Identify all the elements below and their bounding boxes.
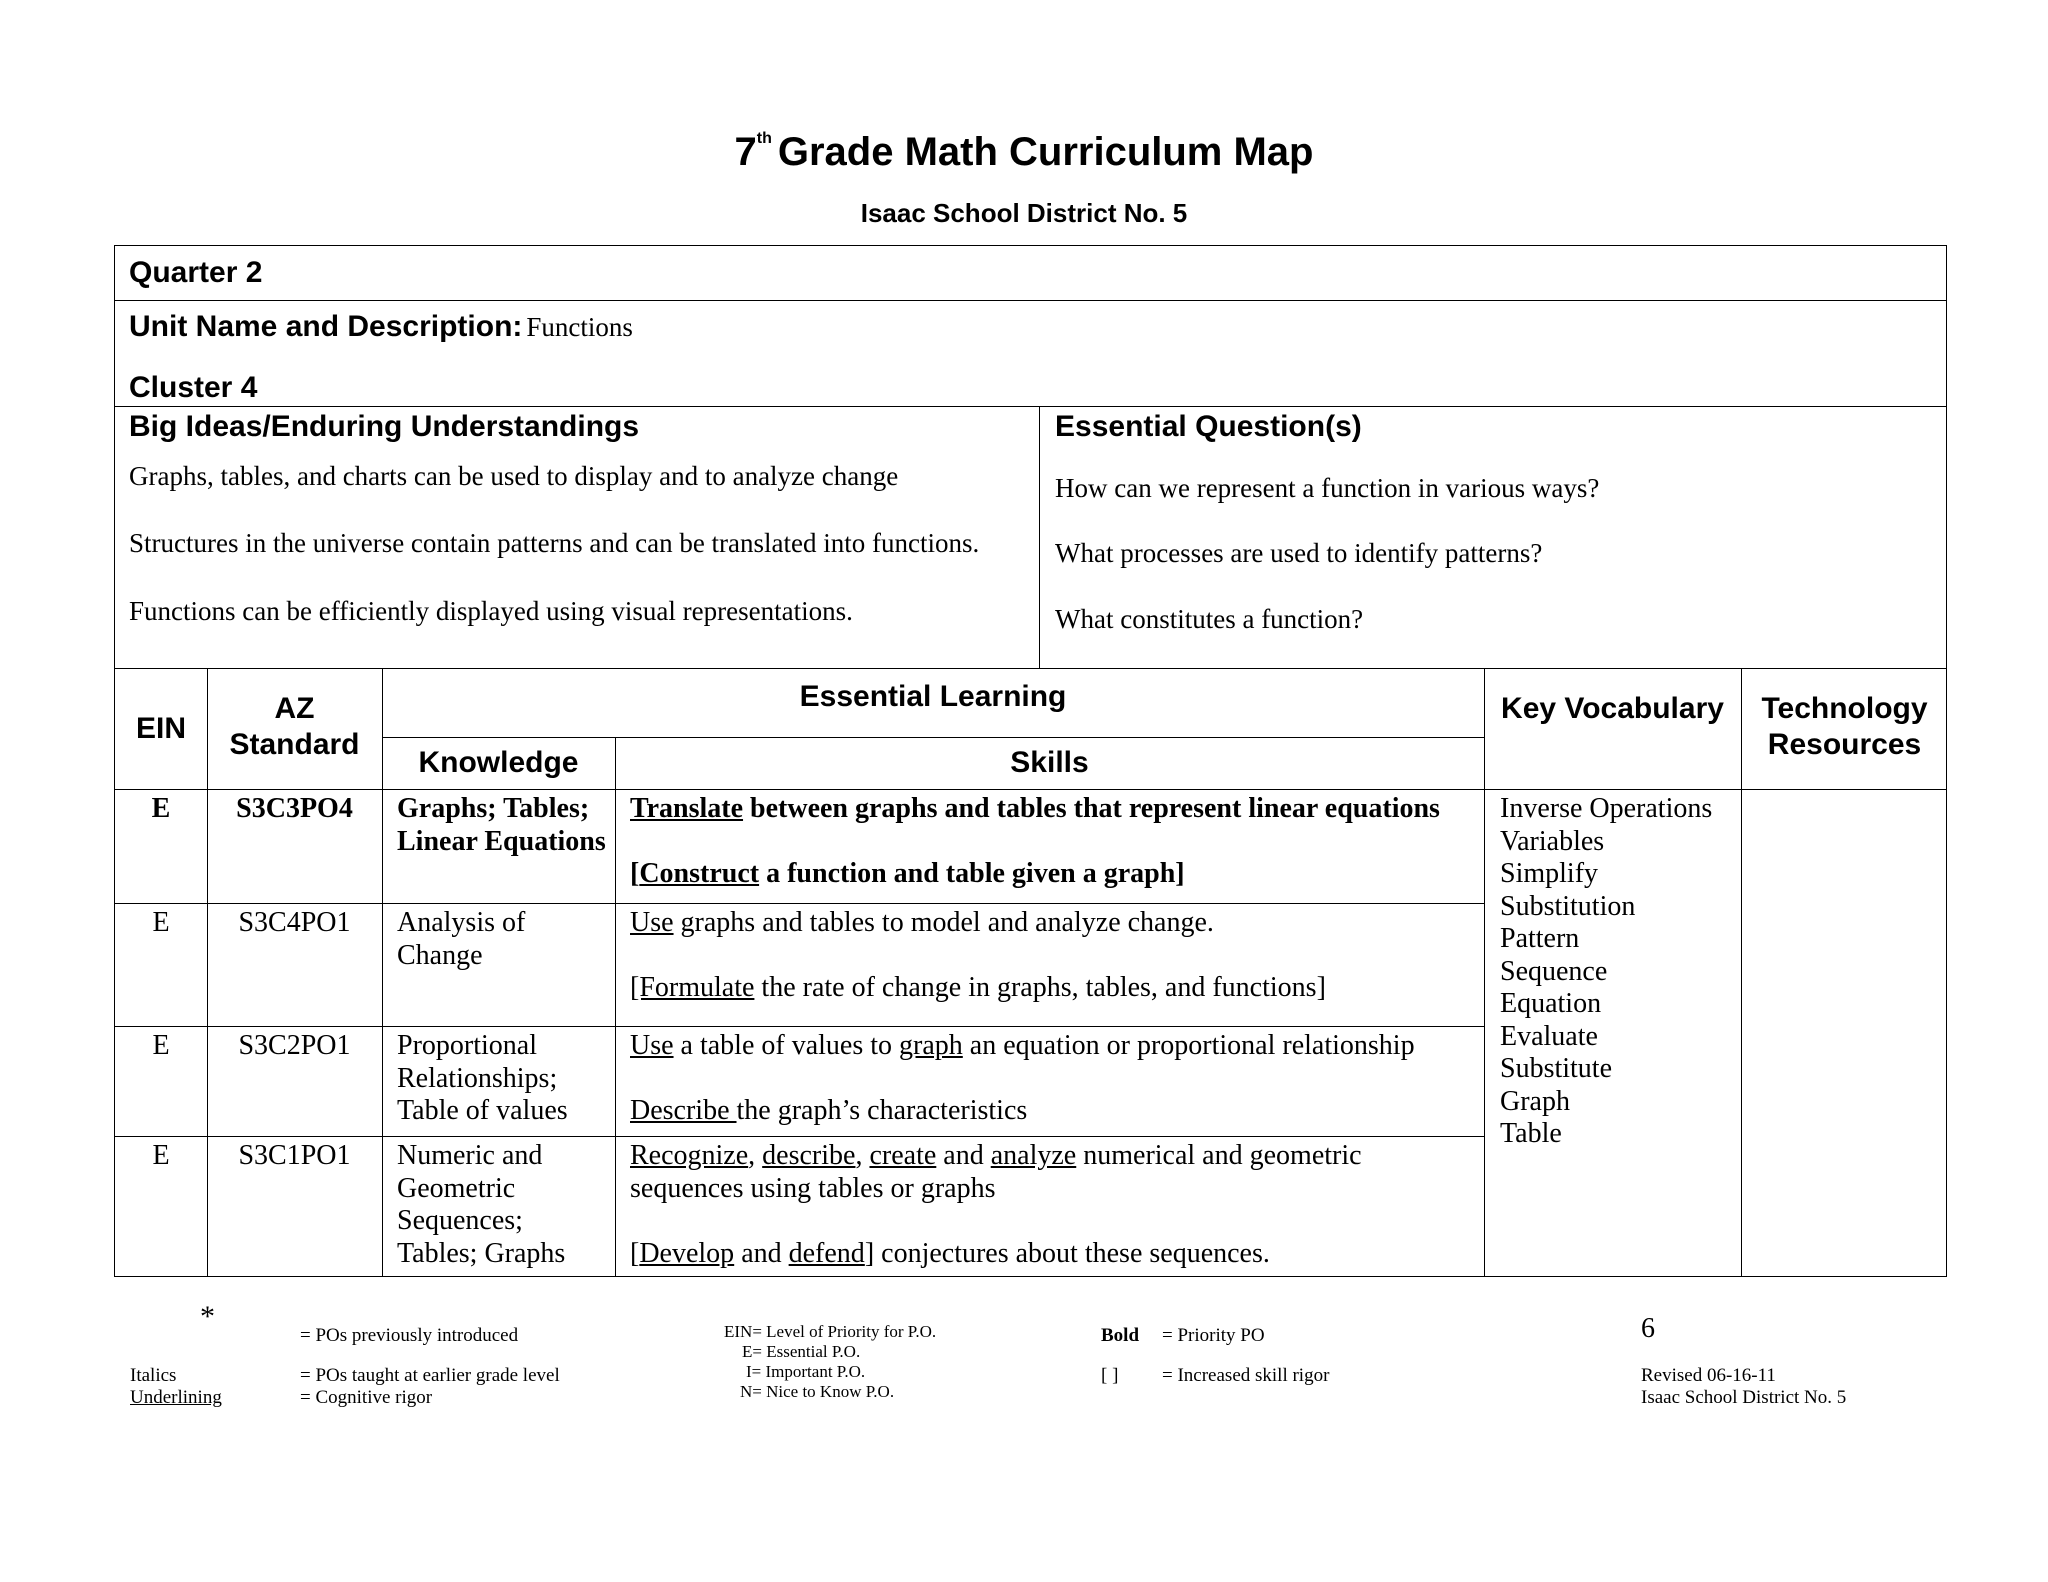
row-standard: S3C3PO4 — [236, 793, 353, 824]
quarter-label: Quarter 2 — [129, 256, 263, 289]
row-knowledge: Proportional Relationships; Table of values — [397, 1030, 568, 1126]
row-ein: E — [151, 793, 171, 824]
row-standard: S3C1PO1 — [238, 1140, 351, 1171]
legend-brackets: [ ] — [1101, 1365, 1119, 1386]
unit-info-table — [114, 245, 1947, 669]
row-skill: Use a table of values to graph an equation or proportional relationship — [630, 1030, 1415, 1061]
row-skill: Recognize, describe, create and analyze numerical and geometric sequences using tables or graphs — [630, 1140, 1362, 1204]
big-ideas-heading: Big Ideas/Enduring Understandings — [129, 410, 640, 443]
header-key-vocabulary: Key Vocabulary — [1501, 692, 1724, 725]
row-skill: Translate between graphs and tables that represent linear equations — [630, 793, 1440, 824]
row-skill: [Construct a function and table given a graph] — [630, 858, 1185, 889]
vocab-item: Inverse Operations — [1500, 793, 1713, 824]
vocab-item: Substitution — [1500, 890, 1636, 922]
essential-question-item: How can we represent a function in various ways? — [1055, 473, 1600, 503]
essential-questions-heading: Essential Question(s) — [1055, 410, 1362, 443]
essential-question-item: What processes are used to identify patterns? — [1055, 538, 1543, 568]
legend-bold: Bold — [1101, 1325, 1140, 1346]
legend-star-desc: = POs previously introduced — [300, 1325, 519, 1346]
row-skill: Describe the graph’s characteristics — [630, 1095, 1028, 1126]
unit-name-label: Unit Name and Description: — [129, 310, 523, 343]
legend-brackets-desc: = Increased skill rigor — [1162, 1365, 1330, 1386]
vocab-item: Evaluate — [1500, 1020, 1598, 1052]
vocab-item: Variables — [1500, 825, 1605, 857]
vocab-item: Simplify — [1500, 858, 1599, 889]
legend-underlining: Underlining — [130, 1387, 222, 1408]
row-knowledge: Numeric and Geometric Sequences; Tables; Graphs — [397, 1140, 566, 1269]
header-ein: EIN — [135, 712, 186, 745]
legend-underlining-desc: = Cognitive rigor — [300, 1387, 433, 1408]
header-skills: Skills — [1010, 746, 1089, 779]
row-skill: [Formulate the rate of change in graphs, tables, and functions] — [630, 972, 1326, 1003]
page-subtitle: Isaac School District No. 5 — [860, 198, 1188, 228]
legend-italics-desc: = POs taught at earlier grade level — [300, 1365, 560, 1386]
revised-date: Revised 06-16-11 — [1641, 1365, 1776, 1386]
cluster-label: Cluster 4 — [129, 371, 258, 404]
row-standard: S3C4PO1 — [238, 907, 351, 938]
legend-star: * — [200, 1300, 215, 1333]
header-technology-resources: Technology Resources — [1761, 692, 1928, 761]
header-knowledge: Knowledge — [418, 746, 579, 779]
row-standard: S3C2PO1 — [238, 1030, 351, 1061]
row-ein: E — [152, 907, 170, 938]
page-title: 7th Grade Math Curriculum Map — [734, 130, 1314, 174]
big-idea-item: Functions can be efficiently displayed using visual representations. — [129, 596, 853, 626]
unit-name-value: Functions — [526, 312, 633, 342]
vocab-item: Substitute — [1500, 1053, 1613, 1084]
key-vocabulary-list — [1500, 793, 1735, 1151]
vocab-item: Equation — [1500, 988, 1602, 1019]
big-idea-item: Graphs, tables, and charts can be used to display and to analyze change — [129, 461, 899, 491]
footer-district: Isaac School District No. 5 — [1641, 1387, 1847, 1408]
vocab-item: Sequence — [1500, 955, 1608, 987]
vocab-item: Table — [1500, 1118, 1562, 1149]
row-ein: E — [152, 1140, 170, 1171]
row-knowledge: Graphs; Tables; Linear Equations — [397, 793, 606, 857]
essential-question-item: What constitutes a function? — [1055, 604, 1364, 634]
big-idea-item: Structures in the universe contain patterns and can be translated into functions. — [129, 528, 980, 558]
page-number: 6 — [1641, 1313, 1655, 1344]
vocab-item: Graph — [1500, 1085, 1570, 1117]
row-skill: [Develop and defend] conjectures about these sequences. — [630, 1238, 1270, 1269]
legend-ein: EIN= Level of Priority for P.O. E= Essential P.O. I= Important P.O. N= Nice to Know P.O. — [724, 1322, 937, 1401]
vocab-item: Pattern — [1500, 923, 1580, 954]
row-knowledge: Analysis of Change — [397, 907, 526, 971]
legend-bold-desc: = Priority PO — [1162, 1325, 1265, 1346]
legend-italics: Italics — [130, 1365, 177, 1386]
unit-name-line — [129, 310, 633, 344]
row-ein: E — [152, 1030, 170, 1061]
header-az-standard: AZ Standard — [229, 692, 360, 761]
header-essential-learning: Essential Learning — [799, 680, 1067, 713]
row-skill: Use graphs and tables to model and analyze change. — [630, 907, 1214, 938]
essential-learning-table — [114, 669, 1947, 1277]
